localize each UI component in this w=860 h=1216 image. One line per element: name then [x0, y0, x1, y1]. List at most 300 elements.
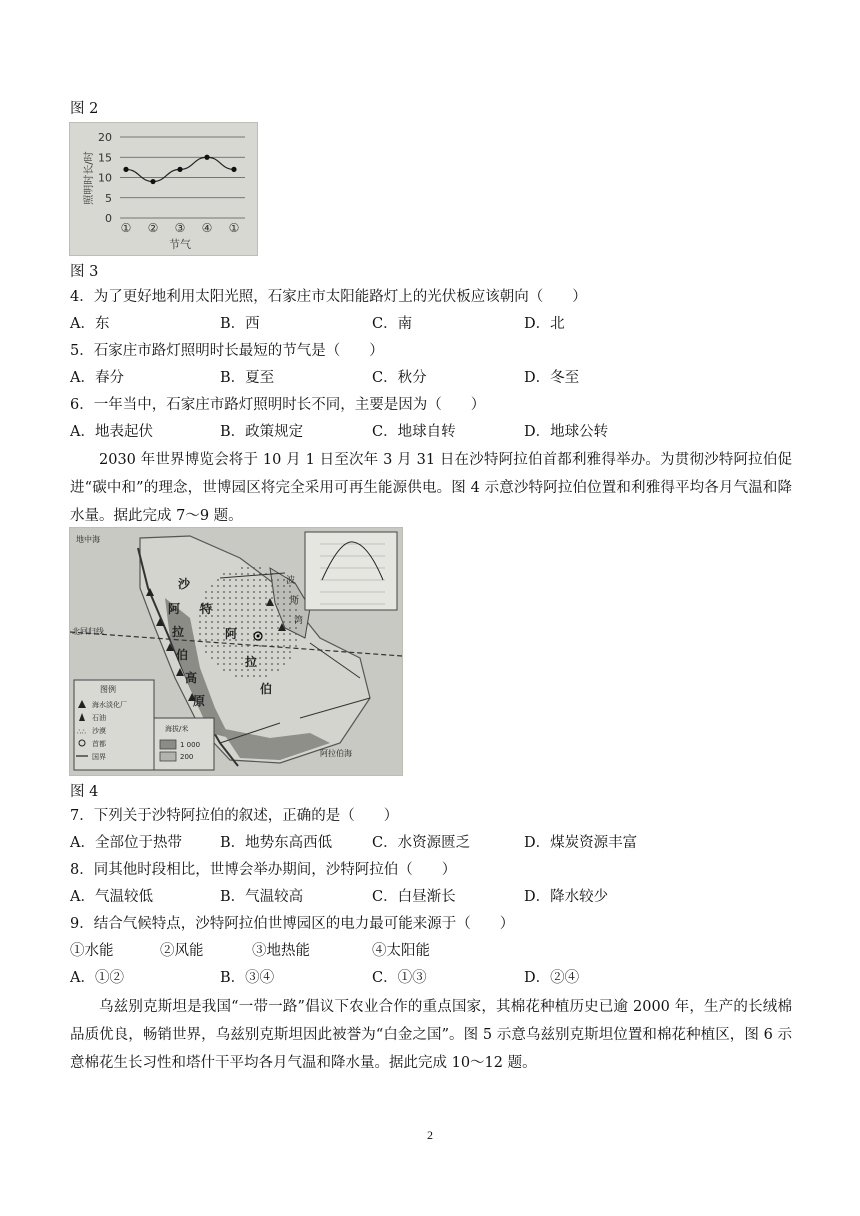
data-point — [123, 167, 128, 172]
q9-option-b[interactable]: B．③④ — [220, 970, 275, 986]
desert-dot — [241, 591, 243, 593]
desert-dot — [271, 651, 273, 653]
desert-dot — [241, 633, 243, 635]
q8-option-b[interactable]: B．气温较高 — [220, 889, 304, 905]
desert-dot — [259, 609, 261, 611]
desert-dot — [205, 621, 207, 623]
desert-dot — [253, 603, 255, 605]
map-region-char: 伯 — [260, 682, 273, 696]
desert-dot — [223, 609, 225, 611]
desert-dot — [265, 657, 267, 659]
desert-dot — [247, 591, 249, 593]
map-region-char: 沙 — [178, 577, 191, 591]
desert-dot — [247, 639, 249, 641]
map-region-char: 阿 — [168, 602, 181, 616]
map-elevation-value: 1 000 — [180, 741, 201, 749]
question-6-stem: 6．一年当中，石家庄市路灯照明时长不同，主要是因为（ ） — [70, 397, 486, 413]
desert-dot — [229, 657, 231, 659]
desert-dot — [271, 597, 273, 599]
desert-dot — [241, 669, 243, 671]
desert-dot — [289, 621, 291, 623]
passage-uzbekistan-cotton: 乌兹别克斯坦是我国“一带一路”倡议下农业合作的重点国家，其棉花种植历史已逾 2000 年，生产的长绒棉品质优良，畅销世界，乌兹别克斯坦因此被誉为“白金之国”。图 5 示意乌兹别克斯坦位置和棉花种植区，图 6 示意棉花生长习性和塔什干平均各月气温和降水量。据此完成 10～12 题。 — [70, 999, 792, 1071]
desert-dot — [271, 579, 273, 581]
map-tropic-label: 北回归线 — [72, 627, 104, 636]
desert-dot — [289, 591, 291, 593]
desert-dot — [259, 591, 261, 593]
map-legend-item: 海水淡化厂 — [92, 701, 127, 709]
figure-3-chart — [69, 122, 258, 256]
desert-dot — [271, 639, 273, 641]
map-legend-item: 沙漠 — [92, 727, 106, 735]
passage-saudi-expo: 2030 年世界博览会将于 10 月 1 日至次年 3 月 31 日在沙特阿拉伯首都利雅得举办。为贯彻沙特阿拉伯促进“碳中和”的理念，世博园区将完全采用可再生能源供电。图 4 示意沙特阿拉伯位置和利雅得平均各月气温和降水量。据此完成 7～9 题。 — [70, 452, 792, 524]
desert-dot — [241, 663, 243, 665]
desert-dot — [253, 573, 255, 575]
desert-dot — [253, 591, 255, 593]
desert-dot — [217, 603, 219, 605]
desert-dot — [289, 639, 291, 641]
desert-dot — [247, 597, 249, 599]
data-point — [150, 179, 155, 184]
desert-dot — [229, 597, 231, 599]
q9-option-a[interactable]: A．①② — [70, 970, 124, 986]
desert-dot — [229, 579, 231, 581]
map-arabian-sea-label: 阿拉伯海 — [320, 749, 352, 758]
desert-dot — [277, 585, 279, 587]
desert-dot — [211, 633, 213, 635]
desert-dot — [259, 675, 261, 677]
desert-dot — [277, 657, 279, 659]
desert-dot — [277, 627, 279, 629]
map-legend-title: 图例 — [100, 685, 116, 694]
desert-dot — [241, 615, 243, 617]
desert-dot — [223, 645, 225, 647]
desert-dot — [253, 615, 255, 617]
desert-dot — [253, 567, 255, 569]
desert-dot — [265, 579, 267, 581]
map-region-char: 拉 — [245, 655, 258, 669]
desert-dot — [265, 627, 267, 629]
q4-option-b[interactable]: B．西 — [220, 316, 260, 332]
map-region-char: 拉 — [172, 625, 185, 639]
desert-dot — [235, 669, 237, 671]
desert-dot — [253, 675, 255, 677]
data-point — [204, 155, 209, 160]
map-region-char: 高 — [185, 671, 198, 685]
desert-dot — [199, 639, 201, 641]
desert-dot — [283, 621, 285, 623]
desert-dot — [235, 621, 237, 623]
saudi-arabia-map — [70, 528, 402, 775]
desert-dot — [289, 645, 291, 647]
desert-dot — [241, 639, 243, 641]
desert-dot — [223, 651, 225, 653]
desert-dot — [253, 669, 255, 671]
desert-dot — [217, 663, 219, 665]
desert-dot — [229, 573, 231, 575]
desert-dot — [223, 657, 225, 659]
desert-dot — [211, 621, 213, 623]
desert-dot — [271, 669, 273, 671]
q7-option-a[interactable]: A．全部位于热带 — [70, 835, 182, 851]
desert-dot — [217, 621, 219, 623]
map-legend-item: 国界 — [92, 753, 106, 761]
desert-dot — [205, 645, 207, 647]
desert-dot — [235, 657, 237, 659]
desert-dot — [217, 633, 219, 635]
desert-dot — [271, 609, 273, 611]
desert-dot — [259, 615, 261, 617]
lighting-duration-chart — [70, 123, 257, 255]
x-tick-label: ② — [147, 221, 159, 235]
desert-dot — [283, 651, 285, 653]
map-region-char: 原 — [193, 694, 206, 708]
map-region-char: 特 — [200, 602, 213, 616]
y-tick-label: 20 — [98, 131, 112, 144]
x-tick-label: ① — [120, 221, 132, 235]
desert-dot — [277, 633, 279, 635]
desert-dot — [247, 651, 249, 653]
desert-dot — [277, 639, 279, 641]
map-elevation-value: 200 — [180, 753, 194, 761]
desert-dot — [265, 633, 267, 635]
q8-option-c[interactable]: C．白昼渐长 — [372, 889, 456, 905]
desert-dot — [283, 591, 285, 593]
desert-dot — [277, 609, 279, 611]
desert-dot — [199, 627, 201, 629]
desert-dot — [271, 615, 273, 617]
figure-2-label: 图 2 — [70, 101, 99, 117]
desert-dot — [241, 603, 243, 605]
desert-dot — [217, 609, 219, 611]
question-7-stem: 7．下列关于沙特阿拉伯的叙述，正确的是（ ） — [70, 808, 399, 824]
desert-dot — [235, 615, 237, 617]
desert-dot — [283, 597, 285, 599]
desert-dot — [283, 645, 285, 647]
desert-dot — [283, 615, 285, 617]
desert-dot — [295, 633, 297, 635]
desert-dot — [265, 591, 267, 593]
desert-dot — [241, 585, 243, 587]
desert-dot — [283, 633, 285, 635]
desert-dot — [235, 573, 237, 575]
desert-dot — [271, 621, 273, 623]
x-tick-label: ① — [228, 221, 240, 235]
desert-dot — [271, 663, 273, 665]
desert-dot — [253, 621, 255, 623]
desert-dot — [265, 597, 267, 599]
desert-dot — [265, 603, 267, 605]
desert-dot — [235, 651, 237, 653]
q5-option-a[interactable]: A．春分 — [70, 370, 124, 386]
q9-choice-4: ④太阳能 — [372, 943, 430, 959]
desert-dot — [223, 615, 225, 617]
desert-dot — [289, 615, 291, 617]
desert-dot — [205, 591, 207, 593]
desert-dot — [253, 585, 255, 587]
q7-option-b[interactable]: B．地势东高西低 — [220, 835, 333, 851]
desert-dot — [223, 663, 225, 665]
desert-dot — [295, 627, 297, 629]
desert-dot — [253, 651, 255, 653]
desert-dot — [211, 585, 213, 587]
map-elevation-title: 海拔/米 — [165, 725, 189, 733]
desert-dot — [223, 603, 225, 605]
desert-dot — [229, 591, 231, 593]
desert-dot — [259, 585, 261, 587]
desert-dot — [241, 579, 243, 581]
desert-dot — [271, 633, 273, 635]
q4-option-d[interactable]: D．北 — [524, 316, 565, 332]
desert-dot — [241, 645, 243, 647]
q7-option-c[interactable]: C．水资源匮乏 — [372, 835, 471, 851]
q5-option-d[interactable]: D．冬至 — [524, 370, 580, 386]
desert-dot — [199, 633, 201, 635]
desert-dot — [217, 615, 219, 617]
desert-dot — [211, 645, 213, 647]
y-axis-label: 照明时长/时 — [84, 151, 95, 205]
figure-3-label: 图 3 — [70, 264, 99, 280]
desert-dot — [289, 627, 291, 629]
desert-dot — [235, 603, 237, 605]
desert-dot — [247, 585, 249, 587]
q7-option-d[interactable]: D．煤炭资源丰富 — [524, 835, 638, 851]
q9-choice-2: ②风能 — [160, 943, 204, 959]
desert-dot — [247, 633, 249, 635]
desert-dot — [289, 609, 291, 611]
desert-dot — [289, 651, 291, 653]
y-tick-label: 15 — [98, 151, 112, 165]
map-sea-label: 地中海 — [76, 535, 100, 544]
data-point — [177, 167, 182, 172]
desert-dot — [265, 675, 267, 677]
q8-option-a[interactable]: A．气温较低 — [70, 889, 153, 905]
desert-dot — [217, 657, 219, 659]
desert-dot — [265, 669, 267, 671]
desert-dot — [277, 597, 279, 599]
desert-dot — [271, 591, 273, 593]
q9-choice-1: ①水能 — [70, 943, 114, 959]
desert-dot — [223, 579, 225, 581]
desert-dot — [265, 639, 267, 641]
desert-dot — [259, 651, 261, 653]
desert-dot — [211, 639, 213, 641]
desert-dot — [223, 591, 225, 593]
desert-dot — [259, 627, 261, 629]
data-point — [231, 167, 236, 172]
desert-dot — [259, 621, 261, 623]
desert-dot — [277, 603, 279, 605]
y-tick-label: 10 — [98, 171, 112, 185]
desert-dot — [283, 609, 285, 611]
desert-dot — [247, 621, 249, 623]
desert-dot — [211, 657, 213, 659]
desert-dot — [247, 615, 249, 617]
desert-dot — [211, 591, 213, 593]
y-tick-label: 0 — [105, 212, 112, 225]
q6-option-b[interactable]: B．政策规定 — [220, 424, 304, 440]
desert-dot — [241, 657, 243, 659]
map-gulf-char: 波 — [286, 576, 296, 586]
desert-dot — [259, 663, 261, 665]
desert-dot — [241, 597, 243, 599]
desert-dot — [229, 663, 231, 665]
x-tick-label: ③ — [174, 221, 186, 235]
desert-dot — [253, 597, 255, 599]
desert-dot — [235, 609, 237, 611]
desert-dot — [295, 639, 297, 641]
desert-dot — [217, 591, 219, 593]
desert-dot — [247, 603, 249, 605]
map-legend-item: 石油 — [92, 714, 106, 722]
map-region-char: 阿 — [225, 627, 238, 641]
desert-dot — [229, 609, 231, 611]
desert-dot — [229, 603, 231, 605]
figure-4-label: 图 4 — [70, 784, 99, 800]
desert-dot — [235, 579, 237, 581]
desert-dot — [205, 651, 207, 653]
desert-dot — [235, 645, 237, 647]
desert-dot — [259, 567, 261, 569]
desert-dot — [259, 603, 261, 605]
desert-dot — [253, 627, 255, 629]
desert-dot — [283, 663, 285, 665]
desert-dot — [235, 591, 237, 593]
question-9-stem: 9．结合气候特点，沙特阿拉伯世博园区的电力最可能来源于（ ） — [70, 916, 515, 932]
desert-dot — [271, 657, 273, 659]
desert-dot — [241, 573, 243, 575]
desert-dot — [217, 579, 219, 581]
desert-dot — [265, 585, 267, 587]
desert-dot — [223, 597, 225, 599]
desert-dot — [217, 651, 219, 653]
desert-dot — [229, 585, 231, 587]
desert-dot — [247, 675, 249, 677]
desert-dot — [235, 597, 237, 599]
desert-dot — [253, 609, 255, 611]
desert-dot — [217, 639, 219, 641]
desert-dot — [205, 633, 207, 635]
desert-dot — [229, 669, 231, 671]
page-number: 2 — [427, 1128, 433, 1142]
q4-option-c[interactable]: C．南 — [372, 316, 413, 332]
desert-dot — [199, 621, 201, 623]
desert-dot — [205, 627, 207, 629]
desert-dot — [277, 669, 279, 671]
desert-dot — [241, 651, 243, 653]
desert-dot — [259, 579, 261, 581]
desert-dot — [247, 567, 249, 569]
question-8-stem: 8．同其他时段相比，世博会举办期间，沙特阿拉伯（ ） — [70, 862, 457, 878]
desert-dot — [241, 627, 243, 629]
desert-dot — [241, 567, 243, 569]
map-gulf-char: 斯 — [290, 596, 300, 606]
desert-dot — [277, 621, 279, 623]
desert-dot — [265, 651, 267, 653]
desert-dot — [241, 609, 243, 611]
desert-dot — [265, 663, 267, 665]
q6-option-c[interactable]: C．地球自转 — [372, 424, 456, 440]
desert-dot — [295, 609, 297, 611]
question-5-stem: 5．石家庄市路灯照明时长最短的节气是（ ） — [70, 343, 384, 359]
q9-choice-3: ③地热能 — [252, 943, 310, 959]
x-axis-label: 节气 — [169, 238, 191, 251]
desert-dot — [265, 621, 267, 623]
figure-4-map — [69, 527, 403, 776]
desert-dot — [253, 579, 255, 581]
desert-dot — [217, 627, 219, 629]
desert-dot — [247, 627, 249, 629]
q9-option-d[interactable]: D．②④ — [524, 970, 580, 986]
map-region-char: 伯 — [176, 648, 189, 662]
desert-dot — [295, 645, 297, 647]
svg-text:∴∴: ∴∴ — [77, 728, 86, 736]
desert-dot — [271, 585, 273, 587]
desert-dot — [259, 669, 261, 671]
desert-dot — [217, 645, 219, 647]
desert-dot — [247, 669, 249, 671]
desert-dot — [229, 615, 231, 617]
desert-dot — [235, 585, 237, 587]
desert-dot — [229, 645, 231, 647]
desert-dot — [217, 597, 219, 599]
desert-dot — [289, 633, 291, 635]
desert-dot — [277, 663, 279, 665]
question-4-stem: 4．为了更好地利用太阳光照，石家庄市太阳能路灯上的光伏板应该朝向（ ） — [70, 289, 587, 305]
q5-option-b[interactable]: B．夏至 — [220, 370, 275, 386]
q6-option-a[interactable]: A．地表起伏 — [70, 424, 153, 440]
desert-dot — [223, 573, 225, 575]
desert-dot — [283, 585, 285, 587]
desert-dot — [253, 639, 255, 641]
desert-dot — [223, 621, 225, 623]
desert-dot — [211, 627, 213, 629]
desert-dot — [235, 675, 237, 677]
desert-dot — [205, 639, 207, 641]
y-tick-label: 5 — [105, 191, 112, 205]
x-tick-label: ④ — [201, 221, 213, 235]
desert-dot — [247, 579, 249, 581]
q8-option-d[interactable]: D．降水较少 — [524, 889, 609, 905]
desert-dot — [235, 663, 237, 665]
desert-dot — [217, 585, 219, 587]
desert-dot — [211, 651, 213, 653]
q6-option-d[interactable]: D．地球公转 — [524, 424, 609, 440]
q5-option-c[interactable]: C．秋分 — [372, 370, 427, 386]
desert-dot — [247, 609, 249, 611]
desert-dot — [241, 675, 243, 677]
desert-dot — [277, 615, 279, 617]
desert-dot — [247, 573, 249, 575]
map-gulf-char: 湾 — [294, 616, 304, 626]
desert-dot — [205, 597, 207, 599]
desert-dot — [277, 651, 279, 653]
desert-dot — [229, 621, 231, 623]
desert-dot — [229, 651, 231, 653]
desert-dot — [223, 585, 225, 587]
desert-dot — [283, 639, 285, 641]
map-legend-item: 首都 — [92, 740, 106, 748]
desert-dot — [259, 657, 261, 659]
desert-dot — [283, 603, 285, 605]
desert-dot — [259, 597, 261, 599]
desert-dot — [277, 591, 279, 593]
q9-option-c[interactable]: C．①③ — [372, 970, 427, 986]
desert-dot — [277, 579, 279, 581]
desert-dot — [265, 609, 267, 611]
desert-dot — [259, 645, 261, 647]
desert-dot — [223, 669, 225, 671]
q4-option-a[interactable]: A．东 — [70, 316, 110, 332]
